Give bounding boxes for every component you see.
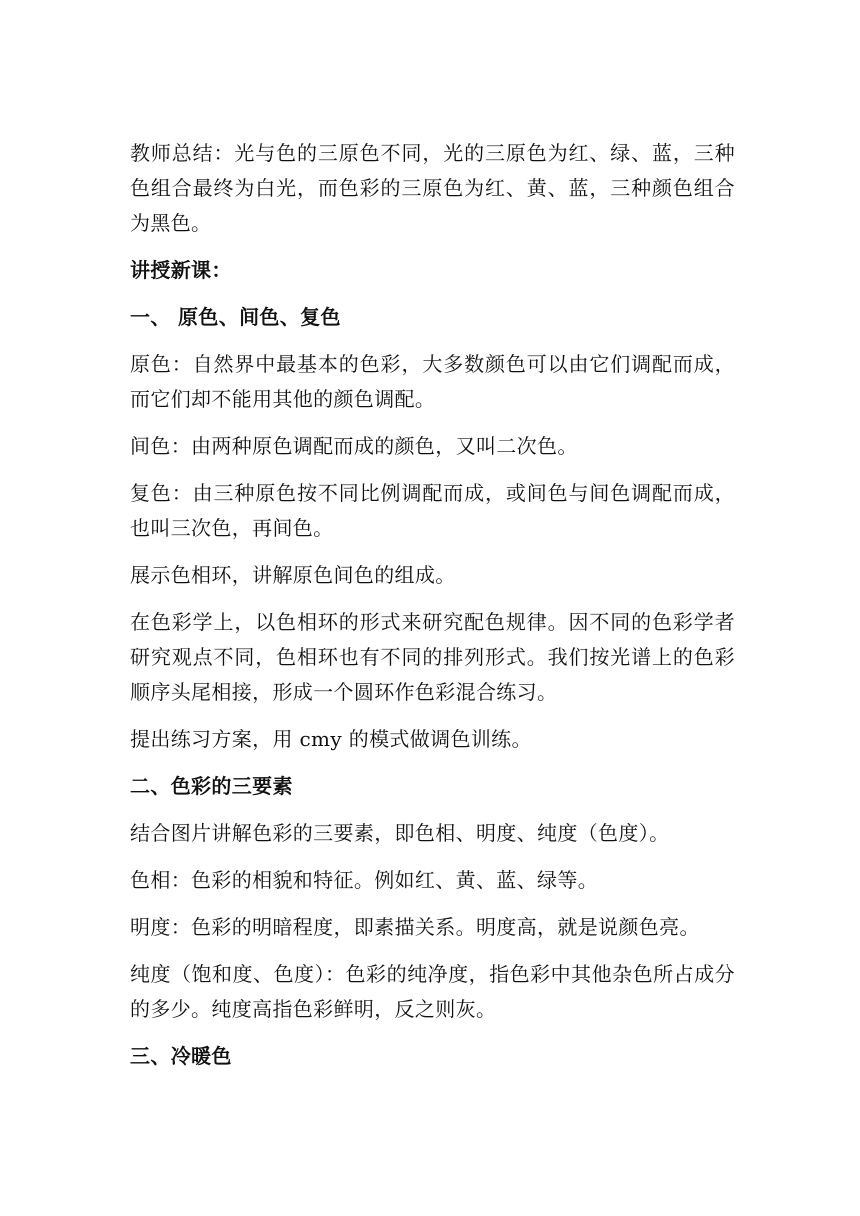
teacher-summary-paragraph: 教师总结：光与色的三原色不同，光的三原色为红、绿、蓝，三种色组合最终为白光，而色彩的三原色为红、黄、蓝，三种颜色组合为黑色。 bbox=[130, 141, 735, 235]
value-paragraph: 明度：色彩的明暗程度，即素描关系。明度高，就是说颜色亮。 bbox=[130, 915, 700, 939]
section-heading-warm-cool: 三、冷暖色 bbox=[130, 1044, 232, 1068]
secondary-color-paragraph: 间色：由两种原色调配而成的颜色，又叫二次色。 bbox=[130, 434, 578, 458]
cmy-practice-paragraph: 提出练习方案，用 cmy 的模式做调色训练。 bbox=[130, 727, 532, 751]
document-page bbox=[130, 136, 735, 1086]
saturation-paragraph: 纯度（饱和度、色度）：色彩的纯净度，指色彩中其他杂色所占成分的多少。纯度高指色彩鲜明，反之则灰。 bbox=[130, 962, 735, 1021]
hue-paragraph: 色相：色彩的相貌和特征。例如红、黄、蓝、绿等。 bbox=[130, 868, 599, 892]
color-wheel-theory-paragraph: 在色彩学上，以色相环的形式来研究配色规律。因不同的色彩学者研究观点不同，色相环也有不同的排列形式。我们按光谱上的色彩顺序头尾相接，形成一个圆环作色彩混合练习。 bbox=[130, 610, 735, 704]
section-heading-new-lesson: 讲授新课： bbox=[130, 258, 232, 282]
tertiary-color-paragraph: 复色：由三种原色按不同比例调配而成，或间色与间色调配而成，也叫三次色，再间色。 bbox=[130, 481, 735, 540]
three-elements-intro-paragraph: 结合图片讲解色彩的三要素，即色相、明度、纯度（色度）。 bbox=[130, 821, 670, 845]
primary-color-paragraph: 原色：自然界中最基本的色彩，大多数颜色可以由它们调配而成，而它们却不能用其他的颜色调配。 bbox=[130, 352, 735, 411]
color-wheel-demo-paragraph: 展示色相环，讲解原色间色的组成。 bbox=[130, 563, 456, 587]
section-heading-primary-secondary-tertiary: 一、 原色、间色、复色 bbox=[130, 305, 341, 329]
section-heading-three-elements: 二、色彩的三要素 bbox=[130, 774, 293, 798]
